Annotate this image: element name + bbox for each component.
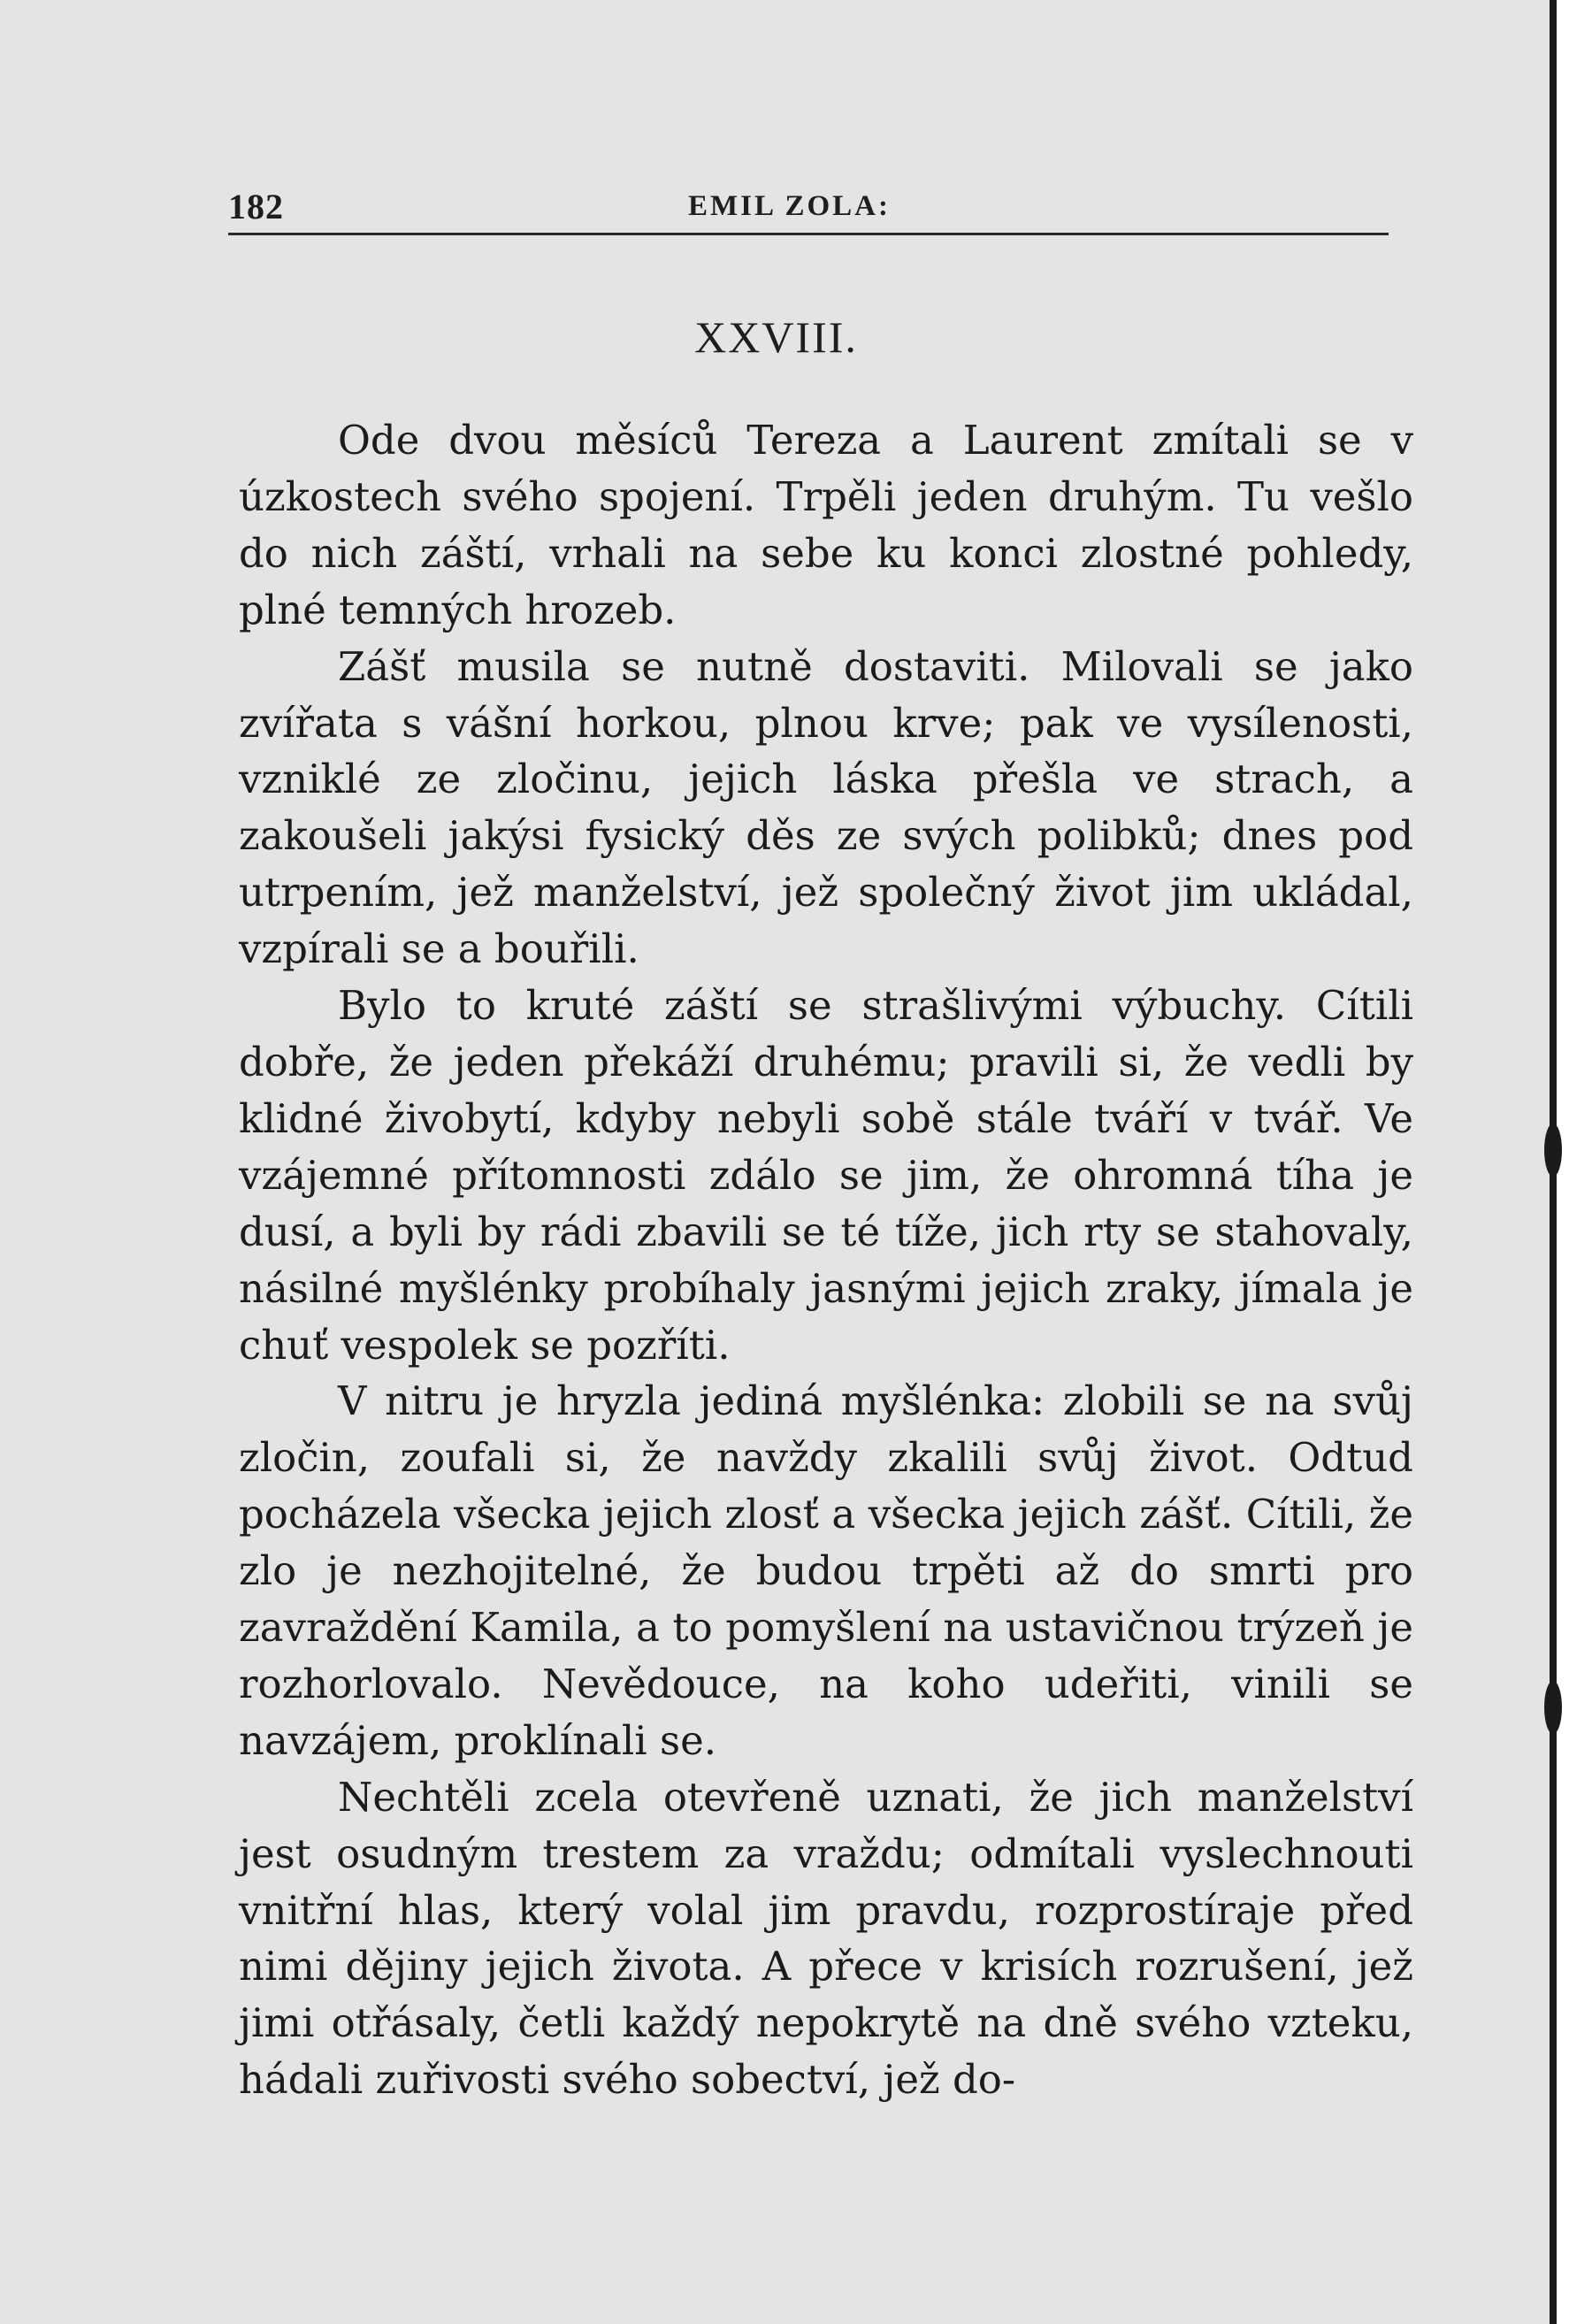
running-head: EMIL ZOLA: [688,190,891,222]
paragraph-3: Bylo to kruté záští se strašlivými výbuchy. Cítili dobře, že jeden překáží druhému; pravili si, že vedli by klidné živobytí, kdyby nebyli sobě stále tváří v tvář. Ve vzájemné přítomnosti zdálo se jim, že ohromná tíha je dusí, a byli by rádi zbavili se té tíže, jich rty se stahovaly, násilné myšlénky probíhaly jasnými jejich zraky, jímala je chuť vespolek se pozříti. [239,982,1413,1369]
binding-mark [1544,1124,1562,1177]
paragraph-1: Ode dvou měsíců Tereza a Laurent zmítali se v úzkostech svého spojení. Trpěli jeden druhým. Tu vešlo do nich záští, vrhali na sebe ku konci zlostné pohledy, plné temných hrozeb. [239,417,1413,633]
chapter-title: XXVIII. [694,312,858,362]
body-text [239,412,1413,2108]
page-number: 182 [228,187,284,226]
paragraph-2: Zášť musila se nutně dostaviti. Milovali se jako zvířata s vášní horkou, plnou krve; pak ve vysílenosti, vzniklé ze zločinu, jejich láska přešla ve strach, a zakoušeli jakýsi fysický děs ze svých polibků; dnes pod utrpením, jež manželství, jež společný život jim ukládal, vzpírali se a bouřili. [239,642,1413,973]
paragraph-4: V nitru je hryzla jediná myšlénka: zlobili se na svůj zločin, zoufali si, že navždy zkalili svůj život. Odtud pocházela všecka jejich zlosť a všecka jejich zášť. Cítili, že zlo je nezhojitelné, že budou trpěti až do smrti pro zavraždění Kamila, a to pomyšlení na ustavičnou trýzeň je rozhorlovalo. Nevědouce, na koho udeřiti, vinili se navzájem, proklínali se. [239,1377,1413,1764]
binding-mark [1544,1681,1562,1734]
page-header [228,181,1389,235]
paragraph-5: Nechtěli zcela otevřeně uznati, že jich manželství jest osudným trestem za vraždu; odmítali vyslechnouti vnitřní hlas, který volal jim pravdu, rozprostíraje před nimi dějiny jejich života. A přece v krisích rozrušení, jež jimi otřásaly, četli každý nepokrytě na dně svého vzteku, hádali zuřivosti svého sobectví, jež do- [239,1773,1413,2104]
